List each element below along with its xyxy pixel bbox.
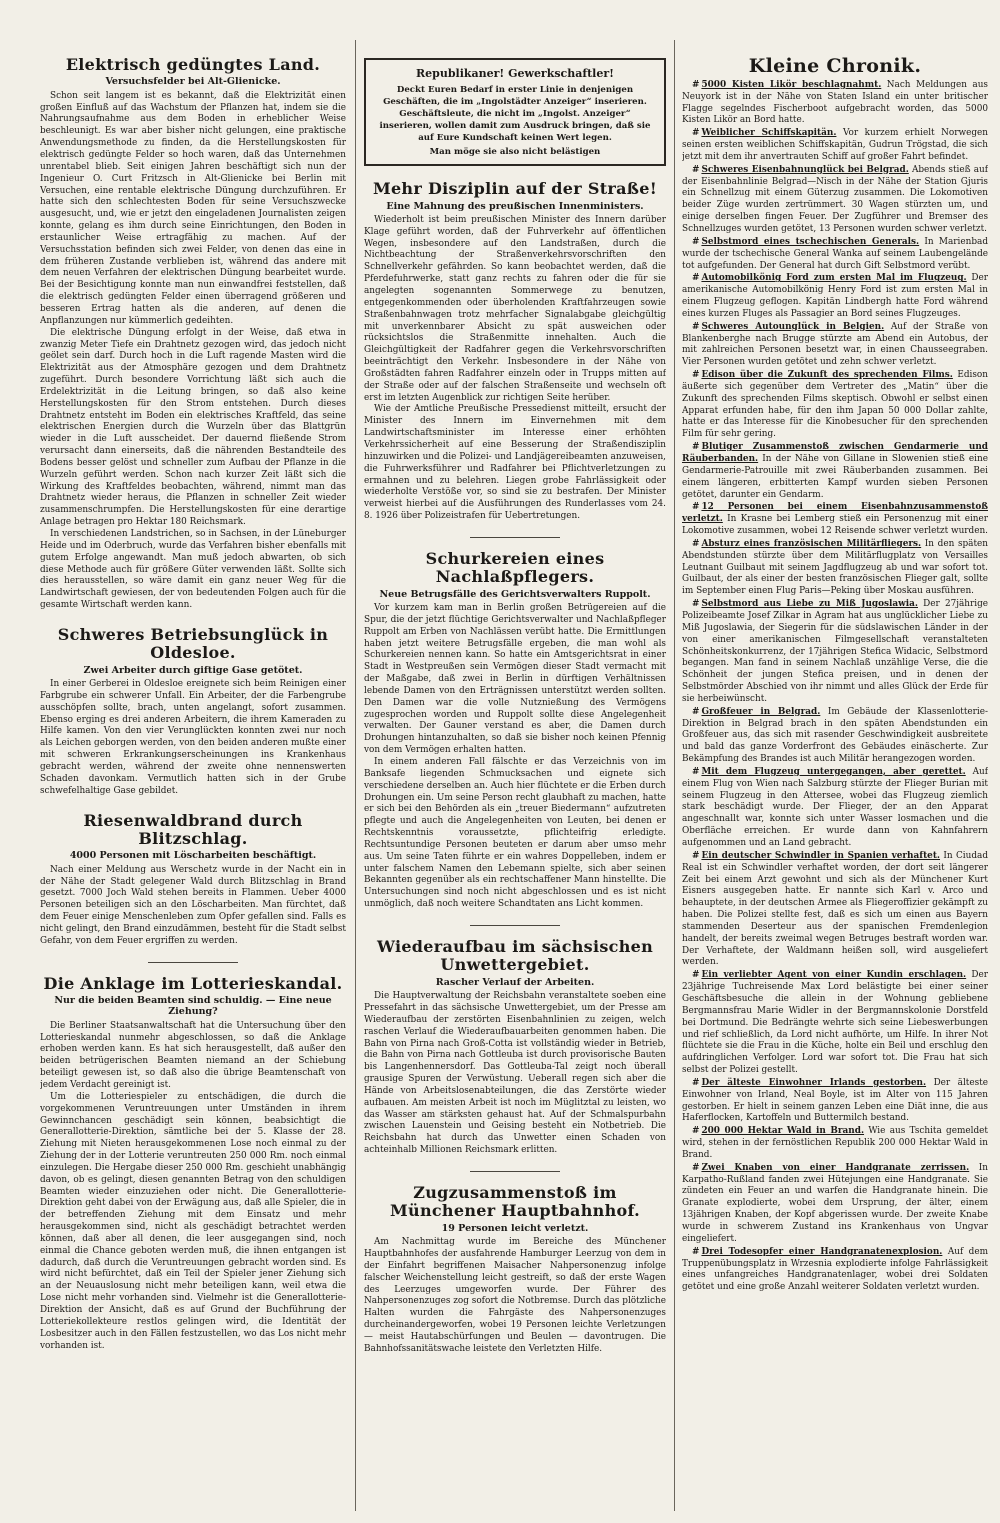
headline: Schweres Betriebsunglück in Oldesloe.	[57, 624, 329, 663]
cross-mark-icon: #	[692, 321, 700, 332]
chronik-item-text: Abends stieß auf der Eisenbahnlinie Belgrad—Nisch in der Nähe der Station Gjuris ein Schnellzug mit einem Güterzug zusammen. Die Lokomotiven beider Züge wurden zertrümmert. 30 Wagen stürzten um, und einige derselben fingen Feuer. Der Zugführer und Bremser des Schnellzuges wurden getötet, 13 Personen wurden schwer verletzt.	[682, 164, 988, 234]
chronik-item-text: Der amerikanische Automobilkönig Henry Ford ist zum ersten Mal in einem Flugzeug geflogen. Kapitän Lindbergh hatte Ford während eines kurzen Fluges als Passagier an Bord seines Flugzeuges.	[682, 273, 988, 319]
chronik-title: Kleine Chronik.	[748, 55, 922, 77]
chronik-item-text: Vor kurzem erhielt Norwegen seinen ersten weiblichen Schiffskapitän, Gudrun Trögstad, die sich jetzt mit dem ihr anvertrauten Schiff auf großer Fahrt befindet.	[682, 128, 988, 162]
article-wiederaufbau	[364, 938, 666, 1157]
chronik-item-title: 5000 Kisten Likör beschlagnahmt.	[701, 79, 882, 90]
article-zugzusammenstoss	[364, 1184, 666, 1356]
subheadline: 4000 Personen mit Löscharbeiten beschäftigt.	[69, 850, 317, 862]
chronik-item-title: Edison über die Zukunft des sprechenden Films.	[701, 370, 953, 381]
chronik-item-text: Auf einem Flug von Wien nach Salzburg stürzte der Flieger Burian mit seinem Flugzeug in den Attersee, wobei das Flugzeug ziemlich stark beschädigt wurde. Der Flieger, der an den Apparat angeschnallt war, konnte sich unter Wasser losmachen und die Oberfläche erreichen. Er wurde dann von Kahnfahrern aufgenommen und an Land gebracht.	[682, 766, 988, 848]
paragraph: Schon seit langem ist es bekannt, daß die Elektrizität einen großen Einfluß auf das Wachstum der Pflanzen hat, indem sie die Nahrungsaufnahme aus dem Boden in erheblicher Weise beschleunigt. Es war aber bisher nicht gelungen, eine praktische Anwendungsmethode zu finden, da die Herstellungskosten für elektrisch gedüngte Felder so hoch waren, daß das Unternehmen unrentabel blieb. Seit einigen Jahren beschäftigt sich nun der Ingenieur O. Curt Fritzsch in Alt-Glienicke bei Berlin mit Versuchen, eine rentable elektrische Düngung durchzuführen. Er hatte sich den schlechtesten Boden für seine Versuchszwecke ausgesucht, und, wie er jetzt den eingeladenen Journalisten zeigen konnte, gelang es ihm durch seine Einrichtungen, den Boden in erstaunlicher Weise ertragfähig zu machen. Auf der Versuchsstation befinden sich zwei Felder, von denen das eine in dem früheren Zustande verblieben ist, während das andere mit dem neuen Verfahren der elektrischen Düngung bearbeitet wurde. Bei der Besichtigung konnte man nun einwandfrei feststellen, daß die elektrisch gedüngten Felder einen überragend größeren und besseren Ertrag hatten als die anderen, auf denen die Anpflanzungen nur kümmerlich gedeihten.	[40, 90, 346, 326]
chronik-item-text: In den späten Abendstunden stürzte über dem Militärflugplatz von Versailles Leutnant Guilbaut mit seinem Jagdflugzeug ab und war sofort tot. Guilbaut, der als einer der besten französischen Flieger galt, sollte im September einen Flug Paris—Peking über Moskau ausführen.	[682, 538, 988, 597]
chronik-item-title: 12 Personen bei einem Eisenbahnzusammenstoß verletzt.	[682, 502, 988, 525]
separator-rule	[470, 537, 560, 538]
column-divider	[355, 40, 356, 1511]
chronik-item	[682, 237, 988, 273]
chronik-item	[682, 442, 988, 501]
chronik-item	[682, 370, 988, 441]
cross-mark-icon: #	[692, 706, 700, 717]
subheadline: Eine Mahnung des preußischen Innenministers.	[386, 200, 644, 212]
chronik-item	[682, 1078, 988, 1125]
chronik-item-title: Absturz eines französischen Militärfliegers.	[701, 538, 922, 549]
chronik-item	[682, 851, 988, 969]
paragraph: Um die Lotteriespieler zu entschädigen, die durch die vorgekommenen Veruntreuungen unter Umständen in ihrem Gewinnchancen geschädigt sein können, beabsichtigt die Generallotterie-Direktion, sämtliche bei der 5. Klasse der 28. Ziehung mit Nieten herausgekommenen Lose noch einmal zu der Ziehung der in der Lotterie veruntreuten 250 000 Rm. noch einmal einzulegen. Die Hergabe dieser 250 000 Rm. geschieht unabhängig davon, ob es gelingt, diesen genannten Betrag von den schuldigen Beamten wieder einzuziehen oder nicht. Die Generallotterie-Direktion geht dabei von der Erwägung aus, daß alle Spieler, die in der betreffenden Ziehung mit dem Einsatz und mehr herausgekommen sind, nicht als geschädigt betrachtet werden können, daß aber all denen, die leer ausgegangen sind, noch einmal die Chance geboten werden muß, die ihnen entgangen ist dadurch, daß durch die Veruntreuungen gebracht worden sind. Es wird nicht befürchtet, daß ein Teil der Spieler jener Ziehung sich an der Neuauslosung nicht mehr beteiligen kann, weil etwa die Lose nicht mehr vorhanden sind. Vielmehr ist die Generallotterie-Direktion der Ansicht, daß es auf Grund der Buchführung der Lotteriekollekteure restlos gelingen wird, die Identität der Losbesitzer auch in den Fällen festzustellen, wo das Los nicht mehr vorhanden ist.	[40, 1091, 346, 1351]
chronik-item-text: Wie aus Tschita gemeldet wird, stehen in der fernöstlichen Republik 200 000 Hektar Wald in Brand.	[682, 1126, 988, 1160]
chronik-item-title: Der älteste Einwohner Irlands gestorben.	[701, 1077, 927, 1088]
cross-mark-icon: #	[692, 850, 700, 861]
paragraph: Die Hauptverwaltung der Reichsbahn veranstaltete soeben eine Pressefahrt in das sächsische Unwettergebiet, um der Presse am Wiederaufbau der zerstörten Eisenbahnlinien zu zeigen, welch raschen Verlauf die Wiederaufbauarbeiten genommen haben. Die Bahn von Pirna nach Groß-Cotta ist vollständig wieder in Betrieb, die Bahn von Pirna nach Gottleuba ist durch provisorische Bauten bis Langenhennersdorf. Das Gottleuba-Tal zeigt noch überall grausige Spuren der Verwüstung. Ueberall regen sich aber die Hände von Arbeitslosenabteilungen, die das Zerstörte wieder aufbauen. Am meisten Arbeit ist noch im Müglitztal zu leisten, wo das Wasser am stärksten gehaust hat. Auf der Schmalspurbahn zwischen Lauenstein und Geising besteht ein Notbetrieb. Die Reichsbahn hat durch das Unwetter einen Schaden von achteinhalb Millionen Reichsmark erlitten.	[364, 991, 666, 1156]
cross-mark-icon: #	[692, 766, 700, 777]
chronik-item	[682, 707, 988, 766]
article-nachlasspfleger	[364, 550, 666, 911]
cross-mark-icon: #	[692, 502, 700, 513]
chronik-item-title: Drei Todesopfer einer Handgranatenexplosion.	[701, 1246, 943, 1257]
chronik-item-title: Selbstmord aus Liebe zu Miß Jugoslawia.	[701, 599, 918, 610]
paragraph: In einem anderen Fall fälschte er das Verzeichnis von im Banksafe liegenden Schmucksachen und eignete sich verschiedene derselben an. Auch hier flüchtete er die Erben durch Drohungen ein. Um seine Person recht glaubhaft zu machen, hatte er sich bei den Behörden als ein „treuer Biedermann“ aufzutreten pflegte und auch die Angelegenheiten von Leuten, bei denen er Rechtskenntnis voraussetzte, pflichteifrig erledigte. Rechtsuntundige Personen beuteten er darum aber umso mehr aus. Um seine Taten führte er ein wahres Doppelleben, indem er unter falschem Namen den Lebemann spielte, sich aber seinen Bekannten gegenüber als ein rechtschaffener Mann hinstellte. Die Untersuchungen sind noch nicht abgeschlossen und es ist nicht unmöglich, daß noch weitere Schandtaten ans Licht kommen.	[364, 757, 666, 910]
cross-mark-icon: #	[692, 1246, 700, 1257]
chronik-item	[682, 970, 988, 1077]
chronik-item-text: In Ciudad Real ist ein Schwindler verhaftet worden, der dort seit längerer Zeit bei einem Arzt gewohnt und sich als der Münchener Kurt Eisners ausgegeben hatte. Er nannte sich Karl v. Arco und behauptete, in der deutschen Armee als Fliegeroffizier gekämpft zu haben. Die Polizei stellte fest, daß es sich um einen aus Bayern stammenden Deserteur aus der spanischen Fremdenlegion handelt, der bereits zweimal wegen Betruges bestraft worden war. Der Verhaftete, der Waldmann heißen soll, wird ausgeliefert werden.	[682, 850, 988, 968]
notice-text: Deckt Euren Bedarf in erster Linie in denjenigen Geschäften, die im „Ingolstädter Anzeiger“ inserieren. Geschäftsleute, die nicht im „Ingolst. Anzeiger“ inserieren, wollen damit zum Ausdruck bringen, daß sie auf Eure Kundschaft keinen Wert legen.	[379, 85, 651, 144]
chronik-item-text: Auf der Straße von Blankenberghe nach Brugge stürzte am Abend ein Autobus, der mit zahlreichen Personen besetzt war, in einen Chausseegraben. Vier Personen wurden getötet und zehn schwer verletzt.	[682, 321, 988, 368]
paragraph: Die Berliner Staatsanwaltschaft hat die Untersuchung über den Lotterieskandal nunmehr abgeschlossen, so daß die Anklage erhoben werden kann. Es hat sich herausgestellt, daß außer den beiden betrügerischen Beamten niemand an der Schiebung beteiligt gewesen ist, so daß also die übrige Beamtenschaft von jedem Verdacht gereinigt ist.	[40, 1020, 346, 1090]
article-oldesloe	[40, 626, 346, 798]
cross-mark-icon: #	[692, 970, 700, 981]
chronik-item	[682, 273, 988, 320]
chronik-item-text: Der 23jährige Tuchreisende Max Lord belästigte bei einer seiner Geschäftsbesuche die allein in der Wohnung gebliebene Bergmannsfrau Marie Widler in der Bergmannskolonie Dorstfeld bei Dortmund. Die Bedrängte wehrte sich seine Liebeswerbungen und rief schließlich, da Lord nicht aufhörte, um Hilfe. In ihrer Not flüchtete sie die Frau in die Küche, holte ein Beil und erschlug den aufdringlichen Verfolger. Lord war sofort tot. Die Frau hat sich selbst der Polizei gestellt.	[682, 970, 988, 1076]
notice-title: Republikaner! Gewerkschaftler!	[416, 67, 614, 80]
cross-mark-icon: #	[692, 236, 700, 247]
chronik-item-text: Der 27jährige Polizeibeamte Josef Zilkar in Agram hat aus unglücklicher Liebe zu Miß Jugoslawia, der Siegerin für die südslawischen Länder in der von einer amerikanischen Filmgesellschaft veranstalteten Schönheitskonkurrenz, der 17jährigen Stefica Widacic, Selbstmord begangen. Man fand in seinem Nachlaß unzählige Verse, die die Schönheit der jungen Stefica preisen, und in denen der Selbstmörder Abschied von ihr nimmt und alles Glück der Erde für sie herbeiwünscht.	[682, 599, 988, 704]
chronik-item-title: Schweres Autounglück in Belgien.	[701, 321, 885, 332]
paragraph: Die elektrische Düngung erfolgt in der Weise, daß etwa in zwanzig Meter Tiefe ein Drahtnetz gezogen wird, das jedoch nicht geölet sein darf. Durch hoch in die Luft ragende Masten wird die Elektrizität aus der Atmosphäre gezogen und dem Drahtnetz zugeführt. Durch besondere Vorrichtung läßt sich auch die Erdelektrizität in die Leitung bringen, so daß also keine Herstellungskosten für den Strom entstehen. Durch dieses Drahtnetz entsteht im Boden ein elektrisches Kraftfeld, das seine elektrischen Energien durch die Wurzeln über das Blattgrün wieder in die Luft ausscheidet. Der dauernd fließende Strom verursacht dann einerseits, daß die nährenden Bestandteile des Bodens besser gelöst und schneller zum Aufbau der Pflanze in die Wurzeln geführt werden. Schon nach kurzer Zeit läßt sich die Wirkung des Kraftfeldes beobachten, während, nimmt man das Drahtnetz wieder heraus, die Pflanzen in schneller Zeit wieder zusammenschrumpfen. Die Herstellungskosten für eine derartige Anlage betragen pro Hektar 180 Reichsmark.	[40, 327, 346, 528]
chronik-item	[682, 1126, 988, 1162]
cross-mark-icon: #	[692, 1126, 700, 1137]
column-right	[682, 52, 988, 1503]
chronik-item	[682, 599, 988, 706]
subheadline: Versuchsfelder bei Alt-Glienicke.	[105, 76, 281, 88]
chronik-item-text: In Karpatho-Rußland fanden zwei Hütejungen eine Handgranate. Sie zündeten ein Feuer an und warfen die Handgranate hinein. Die Granate explodierte, wobei dem Ursprung, der älter, einem 13jährigen Knaben, der Kopf abgerissen wurde. Der zweite Knabe wurde in schwerem Zustand ins Krankenhaus von Ungvar eingeliefert.	[682, 1162, 988, 1244]
chronik-item-title: Ein deutscher Schwindler in Spanien verhaftet.	[701, 850, 941, 861]
column-middle	[364, 52, 666, 1503]
headline: Elektrisch gedüngtes Land.	[65, 55, 321, 74]
separator-rule	[148, 962, 238, 963]
headline: Riesenwaldbrand durch Blitzschlag.	[83, 810, 303, 848]
headline: Schurkereien eines Nachlaßpflegers.	[425, 548, 605, 587]
chronik-item	[682, 80, 988, 127]
paragraph: Wiederholt ist beim preußischen Minister des Innern darüber Klage geführt worden, daß der Fuhrverkehr auf öffentlichen Wegen, insbesondere auf den Landstraßen, durch die Nichtbeachtung der Straßenverkehrsvorschriften den Schnellverkehr gefährden. So kann beobachtet werden, daß die Pferdefuhrwerke, statt ganz rechts zu fahren oder die für sie angelegten sogenannten Sommerwege zu benutzen, entgegenkommenden oder überholenden Kraftfahrzeugen sowie Straßenbahnwagen trotz mehrfacher Signalabgabe gleichgültig mit unverkennbarer Absicht zu spät ausweichen oder rücksichtslos die Straßenmitte innehalten. Auch die Gleichgültigkeit der Radfahrer gegen die Verkehrsvorschriften beeinträchtigt den Verkehr. Insbesondere in der Nähe von Großstädten fahren Radfahrer einzeln oder in Trupps mitten auf der Straße oder auf der falschen Straßenseite und wechseln oft erst im letzten Augenblick zur richtigen Seite herüber.	[364, 214, 666, 403]
column-divider	[674, 40, 675, 1511]
chronik-item	[682, 322, 988, 369]
cross-mark-icon: #	[692, 538, 700, 549]
chronik-item	[682, 165, 988, 236]
subheadline: Zwei Arbeiter durch giftige Gase getötet.	[83, 664, 303, 676]
chronik-item	[682, 502, 988, 538]
notice-box	[364, 58, 666, 166]
chronik-item-title: 200 000 Hektar Wald in Brand.	[701, 1126, 865, 1137]
chronik-item-text: Im Gebäude der Klassenlotterie-Direktion in Belgrad brach in den späten Abendstunden ein Großfeuer aus, das sich mit rasender Geschwindigkeit ausbreitete und bald das ganze Vorderfront des Gebäudes einäscherte. Zur Bekämpfung des Brandes ist auch Militär herangezogen worden.	[682, 706, 988, 765]
headline: Mehr Disziplin auf der Straße!	[372, 179, 658, 199]
headline: Zugzusammenstoß im Münchener Hauptbahnhof.	[390, 1182, 640, 1221]
article-lotterie	[40, 975, 346, 1353]
chronik-item	[682, 1163, 988, 1246]
headline: Die Anklage im Lotterieskandal.	[43, 973, 343, 993]
subheadline: Rascher Verlauf der Arbeiten.	[435, 976, 595, 988]
separator-rule	[470, 1171, 560, 1172]
cross-mark-icon: #	[692, 442, 700, 453]
subheadline: Neue Betrugsfälle des Gerichtsverwalters Ruppolt.	[379, 588, 651, 600]
chronik-item-title: Blutiger Zusammenstoß zwischen Gendarmerie und Räuberbanden.	[682, 442, 988, 464]
chronik-item-text: Der älteste Einwohner von Irland, Neal Boyle, ist im Alter von 115 Jahren gestorben. Er hielt in seinem ganzen Leben eine Diät inne, die aus Haferflocken, Kartoffeln und Buttermilch bestand.	[682, 1077, 988, 1124]
chronik-item-text: In Krasne bei Lemberg stieß ein Personenzug mit einer Lokomotive zusammen, wobei 12 Reisende schwer verletzt wurden.	[682, 514, 988, 537]
article-elektrisch	[40, 56, 346, 612]
subheadline: Nur die beiden Beamten sind schuldig. — Eine neue Ziehung?	[54, 994, 332, 1018]
cross-mark-icon: #	[692, 128, 700, 139]
paragraph: Am Nachmittag wurde im Bereiche des Münchener Hauptbahnhofes der ausfahrende Hamburger Leerzug von dem in der Einfahrt begriffenen Maisacher Nahpersonenzug infolge falscher Weichenstellung leicht gestreift, so daß der erste Wagen des Leerzuges umgeworfen wurde. Der Führer des Nahpersonenzuges zog sofort die Notbremse. Durch das plötzliche Halten wurden die Fahrgäste des Nahpersonenzuges durcheinandergeworfen, wobei 19 Personen leichte Verletzungen — meist Hautabschürfungen und Beulen — davontrugen. Die Bahnhofssanitätswache leistete den Verletzten Hilfe.	[364, 1237, 666, 1354]
chronik-item-text: Auf dem Truppenübungsplatz in Wrzesnia explodierte infolge Fahrlässigkeit eines unfangreiches Handgranatenlager, wobei drei Soldaten getötet und eine große Anzahl weiterer Soldaten verletzt wurden.	[682, 1246, 988, 1293]
notice-footer: Man möge sie also nicht belästigen	[429, 147, 601, 158]
chronik-item-title: Weiblicher Schiffskapitän.	[701, 128, 837, 139]
paragraph: Wie der Amtliche Preußische Pressedienst mitteilt, ersucht der Minister des Innern im Einvernehmen mit dem Landwirtschaftsminister im Interesse einer erhöhten Verkehrssicherheit auf eine Besserung der Straßendisziplin hinzuwirken und die Polizei- und Landjägereibeamten anzuweisen, die Fuhrwerksführer und Radfahrer bei Pflichtverletzungen zu ermahnen und zu belehren. Liegen grobe Fahrlässigkeit oder wiederholte Verstöße vor, so sind sie zu bestrafen. Der Minister verweist hierbei auf die Ausführungen des Runderlasses vom 24. 8. 1926 über Polizeistrafen für Uebertretungen.	[364, 404, 666, 522]
chronik-item	[682, 539, 988, 598]
chronik-item-text: In der Nähe von Gillane in Slowenien stieß eine Gendarmerie-Patrouille mit zwei Räuberbanden zusammen. Bei einem längeren, erbitterten Kampf wurden sieben Personen getötet, darunter ein Gendarm.	[682, 454, 988, 500]
paragraph: Nach einer Meldung aus Werschetz wurde in der Nacht ein in der Nähe der Stadt gelegener Wald durch Blitzschlag in Brand gesetzt. 7000 Joch Wald stehen bereits in Flammen. Ueber 4000 Personen beteiligen sich an den Löscharbeiten. Man fürchtet, daß dem Feuer einige Menschenleben zum Opfer gefallen sind. Falls es nicht gelingt, den Brand einzudämmen, besteht für die Stadt selbst Gefahr, von dem Feuer ergriffen zu werden.	[40, 864, 346, 946]
chronik-item-title: Automobilkönig Ford zum ersten Mal im Flugzeug.	[701, 273, 967, 284]
cross-mark-icon: #	[692, 370, 700, 381]
subheadline: 19 Personen leicht verletzt.	[441, 1222, 589, 1234]
chronik-item	[682, 128, 988, 164]
cross-mark-icon: #	[692, 1162, 700, 1173]
separator-rule	[470, 925, 560, 926]
chronik-item-title: Zwei Knaben von einer Handgranate zerrissen.	[701, 1162, 970, 1173]
paragraph: In verschiedenen Landstrichen, so in Sachsen, in der Lüneburger Heide und im Oderbruch, wurde das Verfahren bisher ebenfalls mit gutem Erfolge angewandt. Man muß jedoch abwarten, ob sich diese Methode auch für größere Güter verwenden läßt. Sollte sich dies herausstellen, so wäre damit ein ganz neuer Weg für die Landwirtschaft gewiesen, der von bedeutenden Folgen auch für die gesamte Wirtschaft werden kann.	[40, 529, 346, 611]
chronik-item-title: Großfeuer in Belgrad.	[701, 706, 821, 717]
cross-mark-icon: #	[692, 1077, 700, 1088]
cross-mark-icon: #	[692, 273, 700, 284]
paragraph: In einer Gerberei in Oldesloe ereignete sich beim Reinigen einer Farbgrube ein schwerer Unfall. Ein Arbeiter, der die Farbengrube ausschöpfen sollte, brach, unten angelangt, sofort zusammen. Ebenso erging es drei anderen Arbeitern, die ihrem Kameraden zu Hilfe kamen. Von den vier Verunglückten konnten zwei nur noch als Leichen geborgen werden, von den beiden anderen mußte einer mit schweren Erkrankungserscheinungen ins Krankenhaus gebracht werden, während der zweite ohne nennenswerten Schaden davonkam. Vermutlich hatten sich in der Grube schwefelhaltige Gase gebildet.	[40, 679, 346, 796]
article-waldbrand	[40, 812, 346, 948]
paragraph: Vor kurzem kam man in Berlin großen Betrügereien auf die Spur, die der jetzt flüchtige Gerichtsverwalter und Nachlaßpfleger Ruppolt am Erben von Nachlässen verübt hatte. Die Ermittlungen haben jetzt weitere Betrugsfälle ergeben, die man wohl als Schurkereien nennen kann. So hatte ein Amtsgerichtsrat in einer Stadt in Westpreußen sein Vermögen dieser Stadt vermacht mit der Maßgabe, daß zwei in Berlin in dürftigen Verhältnissen lebende Damen von den Erträgnissen unterstützt werden sollten. Den Damen war die volle Nutznießung des Vermögens zugesprochen worden und Ruppolt sollte diese Angelegenheit verwalten. Der Gauner verstand es aber, die Damen durch Drohungen hintanzuhalten, so daß sie bisher noch keinen Pfennig von dem Vermögen erhalten hatten.	[364, 603, 666, 756]
cross-mark-icon: #	[692, 599, 700, 610]
column-left	[40, 52, 346, 1503]
chronik-item-title: Selbstmord eines tschechischen Generals.	[701, 236, 920, 247]
chronik-list	[682, 80, 988, 1294]
cross-mark-icon: #	[692, 79, 700, 90]
chronik-item-title: Ein verliebter Agent von einer Kundin erschlagen.	[701, 970, 967, 981]
headline: Wiederaufbau im sächsischen Unwettergebiet.	[376, 936, 654, 975]
chronik-item-text: In Marienbad wurde der tschechische General Wanka auf seinem Laubengelände tot aufgefunden. Der General hat durch Gift Selbstmord verübt.	[682, 236, 988, 271]
chronik-item	[682, 767, 988, 850]
chronik-item	[682, 1247, 988, 1294]
chronik-item-title: Schweres Eisenbahnunglück bei Belgrad.	[701, 164, 909, 175]
cross-mark-icon: #	[692, 164, 700, 175]
chronik-item-text: Edison äußerte sich gegenüber dem Vertreter des „Matin“ über die Zukunft des sprechenden Films skeptisch. Obwohl er selbst einen Apparat erfunden habe, für den ihm Japan 50 000 Dollar zahlte, hatte er das Interesse für die Kinobesucher für den sprechenden Film für sehr gering.	[682, 370, 988, 440]
chronik-item-text: Nach Meldungen aus Neuyork ist in der Nähe von Staten Island ein unter britischer Flagge segelndes Fischerboot aufgebracht worden, das 5000 Kisten Likör an Bord hatte.	[682, 79, 988, 126]
article-disziplin	[364, 180, 666, 523]
chronik-item-title: Mit dem Flugzeug untergegangen, aber gerettet.	[701, 766, 966, 777]
